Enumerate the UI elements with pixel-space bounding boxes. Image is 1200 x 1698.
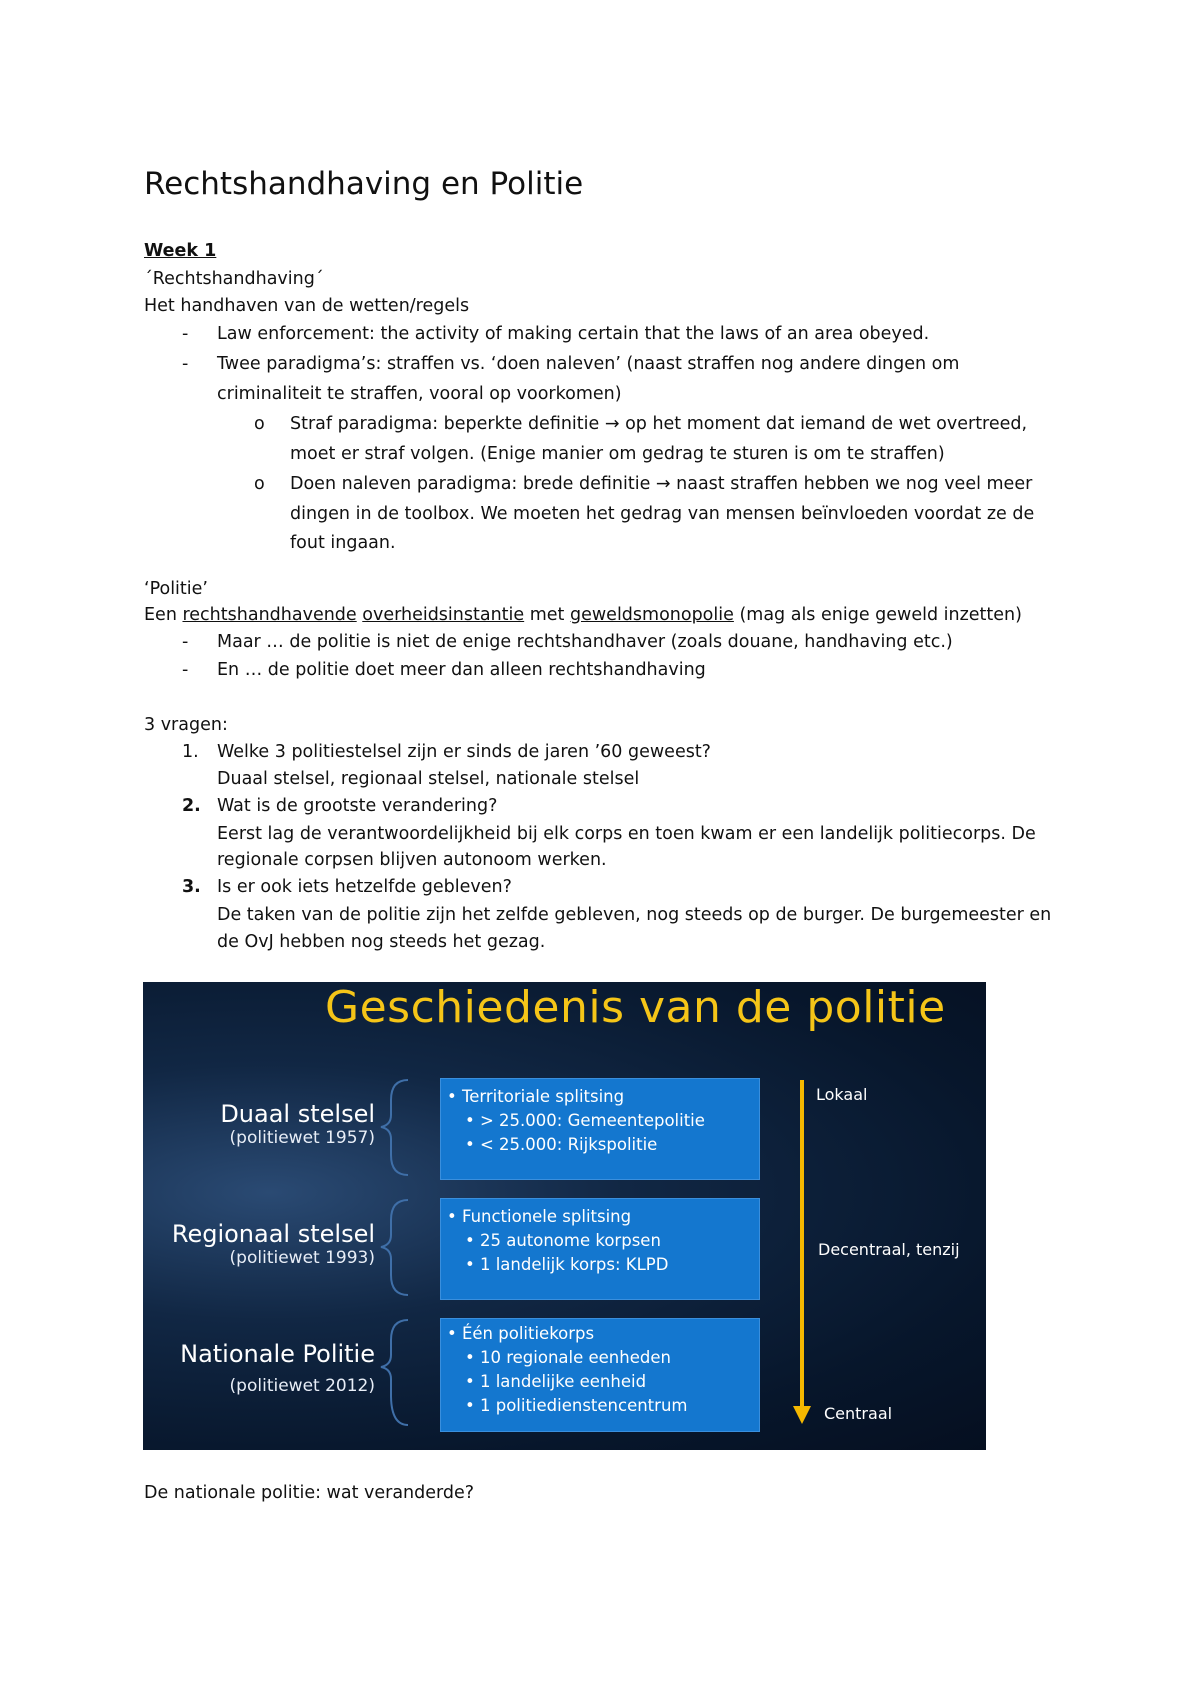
scale-lokaal: Lokaal <box>816 1085 868 1104</box>
bullet-law-enforcement: Law enforcement: the activity of making certain that the laws of an area obeyed. <box>217 324 930 344</box>
question-2: Wat is de grootste verandering? <box>217 796 498 816</box>
vragen-heading: 3 vragen: <box>144 715 228 735</box>
brace-icon <box>381 1200 408 1295</box>
arrowhead-icon <box>793 1406 811 1424</box>
sub-bullet-marker: o <box>254 474 265 494</box>
question-3: Is er ook iets hetzelfde gebleven? <box>217 877 512 897</box>
bullet-marker: - <box>182 354 189 374</box>
sub-bullet-naleven: Doen naleven paradigma: brede definitie → naast straffen hebben we nog veel meer <box>290 474 1033 494</box>
bullet-paradigmas: Twee paradigma’s: straffen vs. ‘doen naleven’ (naast straffen nog andere dingen om <box>217 354 960 374</box>
stelsel-duaal: Duaal stelsel (politiewet 1957) <box>220 1100 375 1148</box>
bullet-en: En … de politie doet meer dan alleen rechtshandhaving <box>217 660 706 680</box>
scale-decentraal: Decentraal, tenzij <box>818 1240 960 1259</box>
answer-1: Duaal stelsel, regionaal stelsel, nationale stelsel <box>217 769 640 789</box>
document-title: Rechtshandhaving en Politie <box>144 166 584 202</box>
question-number: 2. <box>182 796 201 816</box>
question-1: Welke 3 politiestelsel zijn er sinds de jaren ’60 geweest? <box>217 742 711 762</box>
stelsel-nationaal: Nationale Politie (politiewet 2012) <box>180 1340 375 1396</box>
scale-centraal: Centraal <box>824 1404 893 1423</box>
definition-politie: Een rechtshandhavende overheidsinstantie met geweldsmonopolie (mag als enige geweld inzetten) <box>144 605 1022 625</box>
sub-bullet-straf: Straf paradigma: beperkte definitie → op het moment dat iemand de wet overtreed, <box>290 414 1028 434</box>
answer-3-line1: De taken van de politie zijn het zelfde gebleven, nog steeds op de burger. De burgemeester en <box>217 905 1052 925</box>
sub-bullet-naleven-end: fout ingaan. <box>290 533 396 553</box>
sub-bullet-straf-cont: moet er straf volgen. (Enige manier om gedrag te sturen is om te straffen) <box>290 444 945 464</box>
answer-2-line2: regionale corpsen blijven autonoom werken. <box>217 850 607 870</box>
bullet-maar: Maar … de politie is niet de enige rechtshandhaver (zoals douane, handhaving etc.) <box>217 632 953 652</box>
brace-icon <box>381 1320 408 1425</box>
slide-title: Geschiedenis van de politie <box>325 982 946 1033</box>
stelsel-regionaal: Regionaal stelsel (politiewet 1993) <box>171 1220 375 1268</box>
bullet-marker: - <box>182 324 189 344</box>
box-nationaal: • Één politiekorps • 10 regionale eenheden • 1 landelijke eenheid • 1 politiedienstencentrum <box>440 1318 760 1432</box>
term-rechtshandhaving: ´Rechtshandhaving´ <box>144 269 324 289</box>
bullet-marker: - <box>182 660 189 680</box>
box-duaal: • Territoriale splitsing • > 25.000: Gemeentepolitie • < 25.000: Rijkspolitie <box>440 1078 760 1180</box>
definition-rechtshandhaving: Het handhaven van de wetten/regels <box>144 296 470 316</box>
answer-3-line2: de OvJ hebben nog steeds het gezag. <box>217 932 546 952</box>
question-number: 1. <box>182 742 199 762</box>
box-regionaal: • Functionele splitsing • 25 autonome korpsen • 1 landelijk korps: KLPD <box>440 1198 760 1300</box>
question-number: 3. <box>182 877 201 897</box>
closing-question: De nationale politie: wat veranderde? <box>144 1483 475 1503</box>
bullet-paradigmas-cont: criminaliteit te straffen, vooral op voorkomen) <box>217 384 622 404</box>
answer-2-line1: Eerst lag de verantwoordelijkheid bij elk corps en toen kwam er een landelijk politiecorps. De <box>217 824 1036 844</box>
bullet-marker: - <box>182 632 189 652</box>
term-politie: ‘Politie’ <box>144 579 208 599</box>
sub-bullet-naleven-cont: dingen in de toolbox. We moeten het gedrag van mensen beïnvloeden voordat ze de <box>290 504 1035 524</box>
brace-icon <box>381 1080 408 1175</box>
slide-image <box>143 982 986 1450</box>
sub-bullet-marker: o <box>254 414 265 434</box>
week-heading: Week 1 <box>144 241 217 261</box>
